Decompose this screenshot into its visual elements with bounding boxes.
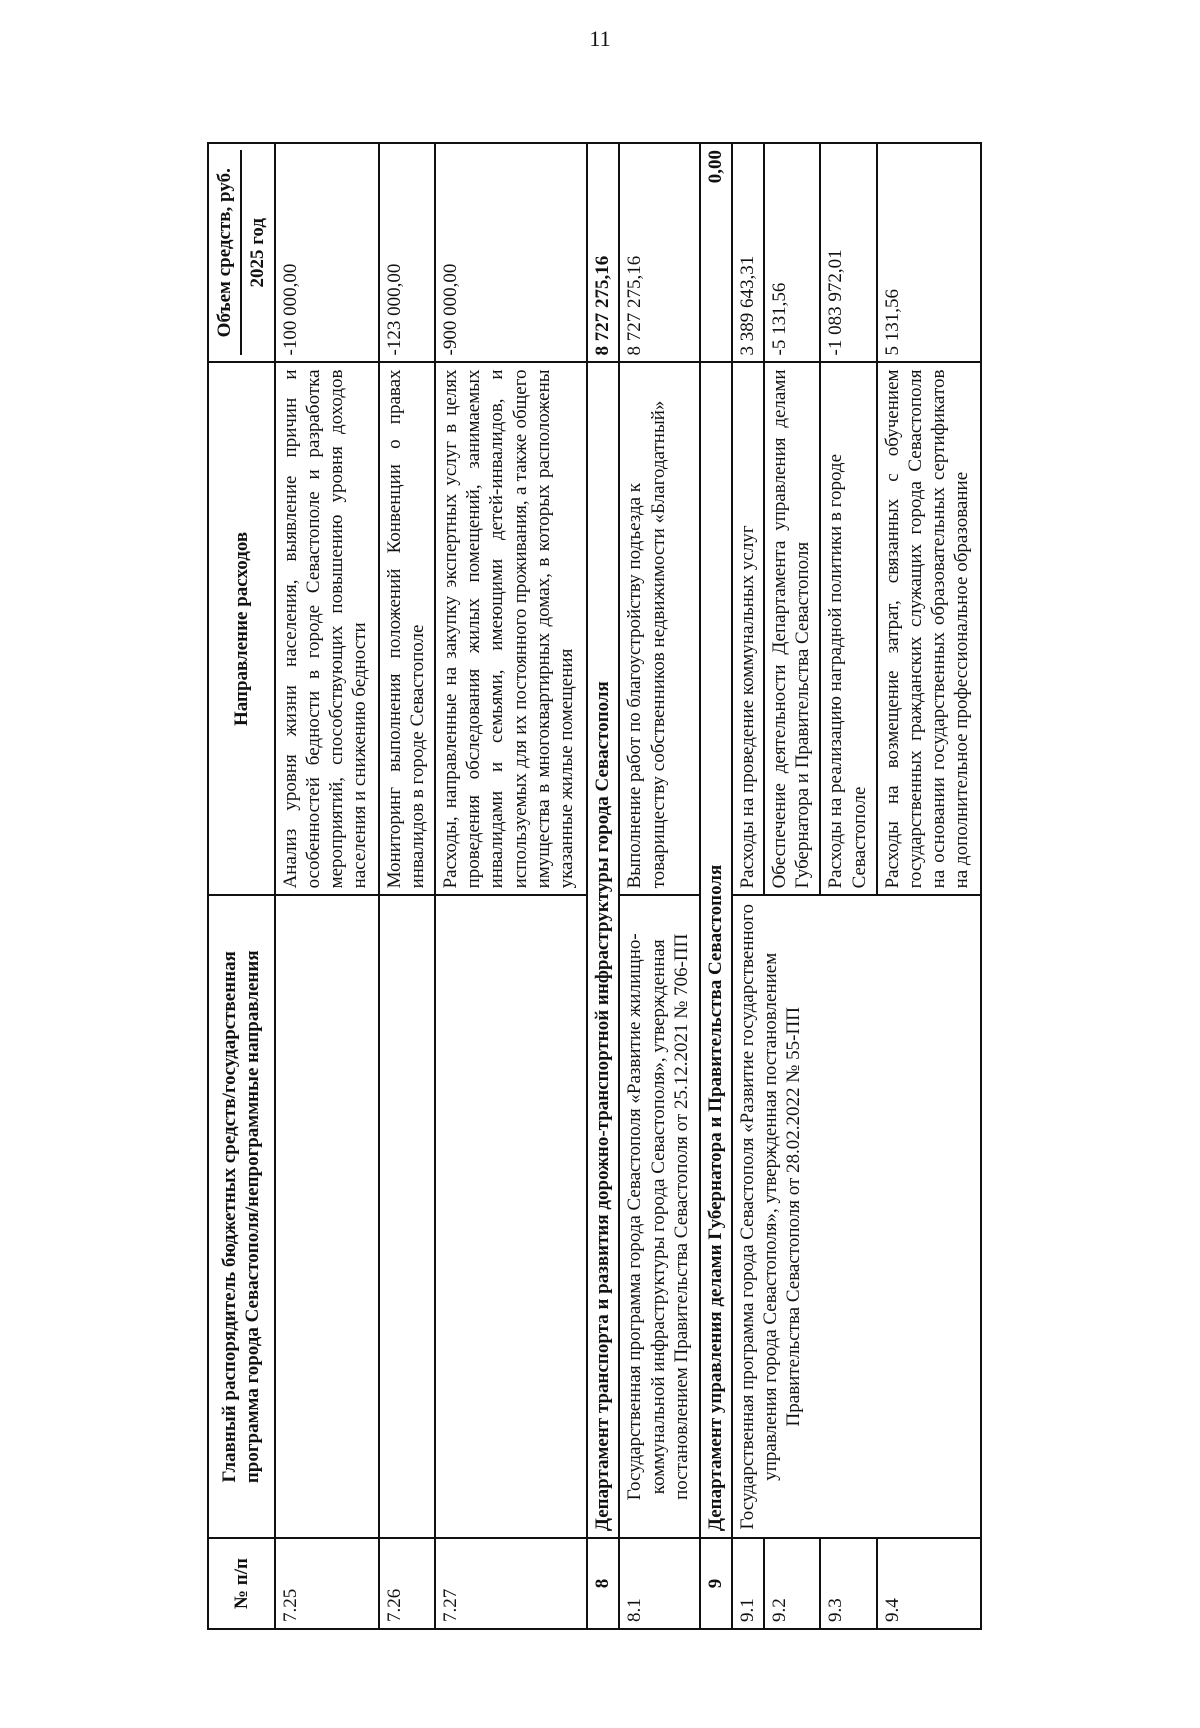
table-row (379, 143, 435, 1629)
header-num: № п/п (208, 1538, 275, 1629)
dept-title: Департамент транспорта и развития дорожно-транспортной инфраструктуры города Севастополя (587, 362, 619, 1538)
header-volume (208, 143, 275, 362)
row-value: 3 389 643,31 (732, 143, 764, 362)
header-direction: Направление расходов (208, 362, 275, 895)
budget-table (207, 142, 982, 1630)
row-value: -100 000,00 (275, 143, 379, 362)
header-volume-label: Объем средств, руб. (214, 168, 236, 338)
department-row (700, 143, 732, 1629)
table-row (435, 143, 587, 1629)
row-value: -5 131,56 (764, 143, 820, 362)
budget-table-rotated (207, 142, 982, 1630)
row-num: 8.1 (619, 1538, 699, 1629)
row-program-empty (435, 895, 587, 1538)
row-value: -1 083 972,01 (820, 143, 876, 362)
header-year: 2025 год (240, 150, 269, 355)
row-num: 7.26 (379, 1538, 435, 1629)
row-num: 9.1 (732, 1538, 764, 1629)
row-program-empty (275, 895, 379, 1538)
row-value: -123 000,00 (379, 143, 435, 362)
row-direction: Расходы, направленные на закупку экспертных услуг в целях проведения обследования жилых помещений, занимаемых инвалидами и семьями, имеющими детей-инвалидов, и используемых для их постоянного проживания, а также общего имущества в многоквартирных домах, в которых расположены указанные жилые помещения (435, 362, 587, 895)
row-num: 9.3 (820, 1538, 876, 1629)
page-number: 11 (589, 26, 611, 51)
table-header-row (208, 143, 275, 1629)
dept-value: 0,00 (700, 143, 732, 362)
row-direction: Мониторинг выполнения положений Конвенции о правах инвалидов в городе Севастополе (379, 362, 435, 895)
row-direction: Расходы на реализацию наградной политики в городе Севастополе (820, 362, 876, 895)
dept-title: Департамент управления делами Губернатора и Правительства Севастополя (700, 362, 732, 1538)
row-direction: Анализ уровня жизни населения, выявление причин и особенностей бедности в городе Севастополе и разработка мероприятий, способствующих повышению уровня доходов населения и снижению бедности (275, 362, 379, 895)
row-program-empty (379, 895, 435, 1538)
row-num: 7.25 (275, 1538, 379, 1629)
row-num: 9.4 (877, 1538, 981, 1629)
dept-num: 8 (587, 1538, 619, 1629)
row-direction: Обеспечение деятельности Департамента управления делами Губернатора и Правительства Севастополя (764, 362, 820, 895)
row-num: 7.27 (435, 1538, 587, 1629)
table-row (275, 143, 379, 1629)
dept-num: 9 (700, 1538, 732, 1629)
row-value: -900 000,00 (435, 143, 587, 362)
dept-value: 8 727 275,16 (587, 143, 619, 362)
row-num: 9.2 (764, 1538, 820, 1629)
row-program: Государственная программа города Севастополя «Развитие государственного управления города Севастополя», утвержденная постановлением Правительства Севастополя от 28.02.2022 № 55-ПП (732, 895, 981, 1538)
row-value: 8 727 275,16 (619, 143, 699, 362)
header-program: Главный распорядитель бюджетных средств/государственная программа города Севастополя/непрограммные направления (208, 895, 275, 1538)
row-direction: Расходы на возмещение затрат, связанных с обучением государственных гражданских служащих города Севастополя на основании государственных образовательных сертификатов на дополнительное профессиональное образование (877, 362, 981, 895)
row-direction: Расходы на проведение коммунальных услуг (732, 362, 764, 895)
department-row (587, 143, 619, 1629)
row-program: Государственная программа города Севастополя «Развитие жилищно-коммунальной инфраструктуры города Севастополя», утвержденная постановлением Правительства Севастополя от 25.12.2021 № 706-ПП (619, 895, 699, 1538)
row-value: 5 131,56 (877, 143, 981, 362)
table-row (619, 143, 699, 1629)
row-direction: Выполнение работ по благоустройству подъезда к товариществу собственников недвижимости «Благодатный» (619, 362, 699, 895)
table-row (732, 143, 764, 1629)
